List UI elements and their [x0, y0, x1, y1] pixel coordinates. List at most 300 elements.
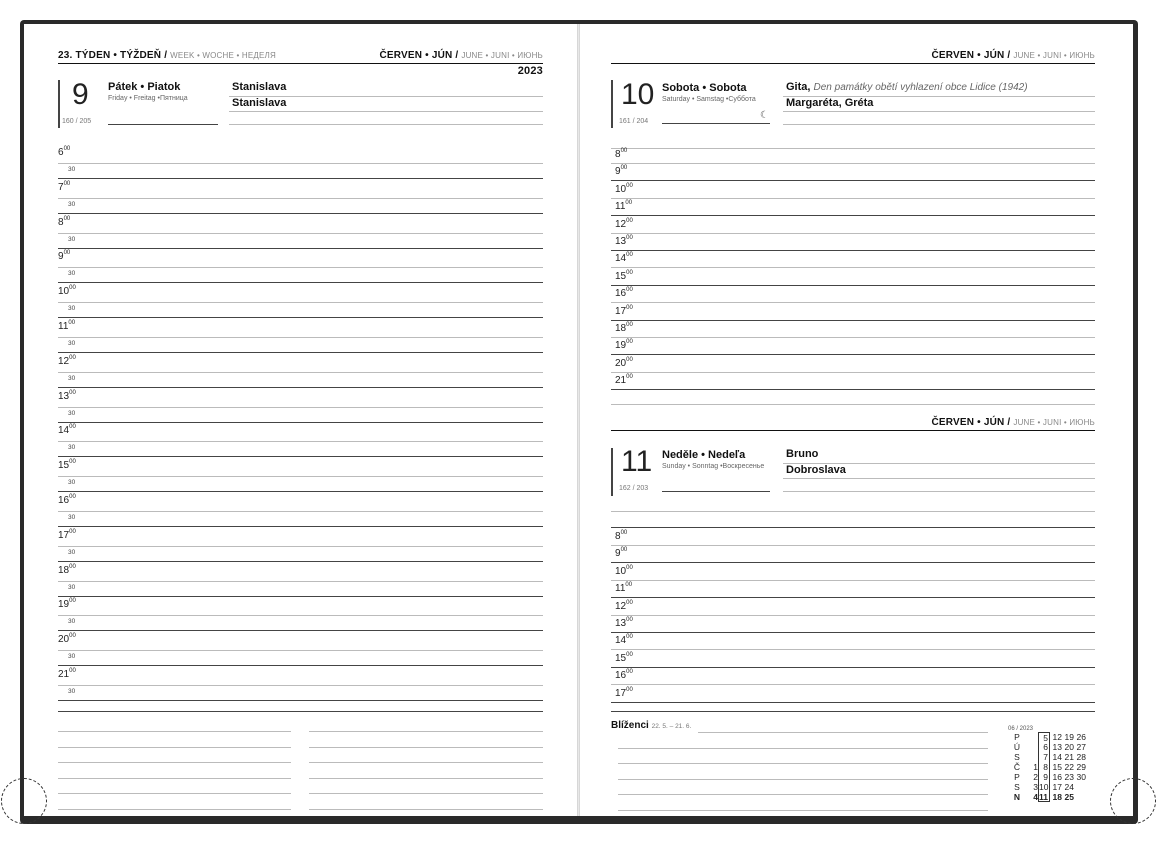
hour-line	[611, 215, 1095, 216]
nameday-line	[229, 111, 543, 112]
mini-calendar-row	[1008, 782, 1086, 792]
hour-minutes: 00	[63, 250, 71, 257]
hour-number: 20	[58, 634, 70, 646]
hour-minutes: 00	[620, 530, 628, 536]
mini-calendar-caption: 06 / 2023	[1008, 726, 1034, 732]
hour-label	[615, 166, 627, 177]
hour-label	[615, 271, 633, 282]
hour-label	[615, 288, 633, 299]
hour-number: 10	[615, 565, 627, 577]
hour-label	[58, 565, 76, 576]
mini-calendar-day: 26	[1076, 732, 1086, 742]
hour-number: 14	[615, 635, 627, 647]
hour-number: 9	[615, 548, 621, 560]
half-hour-line	[58, 630, 543, 631]
hour-number: 10	[615, 183, 627, 195]
hour-number: 7	[58, 181, 64, 193]
right-page	[580, 24, 1133, 816]
hour-label	[615, 201, 632, 212]
hour-label	[615, 548, 627, 559]
hour-number: 16	[615, 670, 627, 682]
mini-calendar-day: 10	[1039, 782, 1049, 792]
notes-line	[618, 779, 988, 780]
corner-perforation	[1110, 778, 1156, 824]
half-hour-line	[58, 178, 543, 179]
hour-line	[58, 198, 543, 199]
hour-minutes: 00	[625, 200, 633, 207]
notes-line	[309, 793, 543, 794]
mini-calendar-day: 30	[1076, 772, 1086, 782]
mini-calendar-day: 17	[1052, 782, 1062, 792]
mini-calendar-weekday: S	[1014, 782, 1020, 792]
hour-label	[615, 601, 633, 612]
hour-minutes: 00	[620, 547, 628, 554]
month-header-label: ČERVEN • JÚN /	[379, 50, 459, 61]
half-hour-label: 30	[68, 340, 76, 347]
hour-line	[58, 615, 543, 616]
hour-minutes: 00	[63, 180, 71, 187]
hour-minutes: 00	[626, 287, 633, 294]
hour-label	[615, 670, 633, 681]
notes-line	[58, 793, 291, 794]
hour-label	[615, 531, 627, 542]
hour-number: 18	[58, 564, 70, 576]
hour-number: 18	[615, 323, 627, 334]
mini-calendar-day: 19	[1064, 732, 1074, 742]
hour-label	[615, 149, 627, 160]
left-page	[24, 24, 577, 816]
mini-calendar-day: 6	[1038, 742, 1050, 752]
week-header-translations: WEEK • WOCHE • НЕДЕЛЯ	[170, 51, 276, 60]
hour-number: 21	[615, 375, 627, 387]
hour-minutes: 00	[626, 564, 633, 571]
mini-calendar-day: 24	[1064, 782, 1074, 792]
hour-number: 15	[58, 460, 70, 472]
day-marker-bar	[58, 80, 60, 128]
mini-calendar-day: 12	[1052, 732, 1062, 742]
half-hour-line	[58, 561, 543, 562]
nameday-line	[229, 124, 543, 125]
day-name: Neděle • Nedeľa	[662, 449, 746, 461]
hour-label	[615, 323, 633, 334]
half-hour-line	[58, 387, 543, 388]
notes-line	[58, 778, 291, 779]
half-hour-label: 30	[68, 583, 76, 591]
hour-line	[58, 476, 543, 477]
nameday-line	[783, 111, 1095, 112]
mini-calendar-day: 23	[1064, 772, 1074, 782]
day-of-year: 160 / 205	[62, 118, 92, 125]
half-hour-line	[58, 700, 543, 701]
hour-line	[611, 667, 1095, 668]
mini-calendar-day: 5	[1038, 732, 1050, 742]
zodiac-name: Blíženci	[611, 720, 649, 731]
hour-number: 16	[615, 288, 627, 300]
notes-line	[309, 731, 543, 732]
day-name-translations: Sunday • Sonntag •Воскресенье	[662, 463, 765, 470]
hour-line	[611, 372, 1095, 373]
hour-label	[615, 688, 633, 699]
hour-line	[611, 684, 1095, 685]
hour-label	[58, 251, 70, 262]
half-hour-line	[58, 248, 543, 249]
day-number: 10	[621, 78, 655, 111]
month-header-translations: JUNE • JUNI • ИЮНЬ	[1013, 51, 1095, 60]
nameday-2: Margaréta, Gréta	[786, 97, 874, 109]
mini-calendar-weekday: Č	[1013, 762, 1021, 772]
hour-line	[611, 632, 1095, 633]
hour-number: 12	[615, 600, 627, 612]
notes-line	[58, 731, 291, 732]
hour-line	[611, 545, 1095, 546]
mini-calendar-weekday: Ú	[1013, 742, 1021, 752]
year-label: 2023	[517, 65, 543, 77]
month-header	[931, 50, 1095, 61]
hour-label	[615, 358, 633, 369]
hour-minutes: 00	[69, 598, 76, 605]
hour-label	[615, 306, 633, 317]
mini-calendar-day: 22	[1064, 762, 1074, 772]
day-name: Pátek • Piatok	[108, 81, 181, 93]
nameday-1	[786, 81, 1028, 93]
hour-line	[611, 615, 1095, 616]
hour-minutes: 00	[69, 528, 76, 535]
day-name-underline	[108, 124, 218, 125]
hour-minutes: 00	[626, 322, 633, 328]
mini-calendar-day: 16	[1052, 772, 1062, 782]
mini-calendar-grid	[1008, 732, 1086, 802]
notes-line	[58, 809, 291, 810]
mini-calendar-day: 7	[1038, 752, 1050, 762]
mini-calendar-row	[1008, 732, 1086, 742]
hour-minutes: 00	[626, 269, 633, 276]
half-hour-label: 30	[68, 479, 76, 487]
month-header-translations: JUNE • JUNI • ИЮНЬ	[461, 51, 543, 60]
hour-line	[611, 649, 1095, 650]
half-hour-line	[58, 491, 543, 492]
mini-calendar-day	[1074, 782, 1086, 792]
hour-label	[615, 340, 633, 351]
hour-minutes: 00	[626, 599, 633, 606]
hour-number: 10	[58, 286, 70, 298]
hour-line	[58, 337, 543, 338]
hour-number: 13	[58, 390, 70, 402]
day-of-year: 162 / 203	[619, 485, 649, 492]
day-name-underline	[662, 491, 770, 492]
day-name: Sobota • Sobota	[662, 82, 747, 94]
hour-number: 20	[615, 357, 627, 369]
hour-label	[615, 253, 633, 264]
notes-line	[618, 810, 988, 811]
half-hour-label: 30	[68, 409, 76, 417]
half-hour-line	[58, 596, 543, 597]
hour-number: 11	[58, 321, 69, 332]
hour-label	[58, 599, 76, 610]
hour-line	[611, 597, 1095, 598]
mini-calendar-day: 13	[1052, 742, 1062, 752]
nameday-1: Stanislava	[232, 81, 287, 93]
hour-line	[611, 302, 1095, 303]
mini-calendar-day	[1026, 752, 1038, 762]
hour-minutes: 00	[626, 634, 633, 641]
mini-calendar-row	[1008, 792, 1086, 802]
hour-line	[611, 711, 1095, 712]
hour-line	[611, 702, 1095, 703]
hour-label	[58, 634, 76, 645]
hour-line	[611, 148, 1095, 149]
zodiac-sign	[611, 720, 691, 731]
mini-calendar-day: 25	[1064, 792, 1074, 802]
half-hour-label: 30	[68, 548, 76, 556]
week-header	[58, 50, 276, 61]
header-rule	[58, 63, 543, 64]
corner-perforation	[1, 778, 47, 824]
hour-label	[58, 321, 75, 332]
hour-number: 14	[58, 425, 70, 437]
mini-calendar-row	[1008, 772, 1086, 782]
hour-minutes: 00	[626, 617, 633, 623]
nameday-1-name: Gita,	[786, 81, 811, 93]
hour-minutes: 00	[626, 182, 633, 189]
header-rule	[611, 63, 1095, 64]
hour-minutes: 00	[69, 668, 76, 674]
hour-line	[58, 685, 543, 686]
week-header-label: 23. TÝDEN • TÝŽDEŇ /	[58, 50, 168, 61]
hour-number: 21	[58, 669, 70, 680]
mini-calendar-day: 20	[1064, 742, 1074, 752]
hour-line	[58, 581, 543, 582]
day-marker-bar	[611, 80, 613, 128]
hour-minutes: 00	[626, 669, 633, 676]
hour-label	[58, 425, 76, 436]
day-of-year: 161 / 204	[619, 118, 649, 125]
hour-line	[58, 650, 543, 651]
mini-calendar-day: 18	[1052, 792, 1062, 802]
nameday-line	[783, 491, 1095, 492]
notes-line	[618, 748, 988, 749]
hour-line	[611, 320, 1095, 321]
hour-minutes: 00	[626, 374, 633, 381]
hour-line	[611, 198, 1095, 199]
hour-line	[58, 441, 543, 442]
half-hour-line	[58, 665, 543, 666]
mini-calendar-row	[1008, 742, 1086, 752]
mini-calendar-day: 28	[1076, 752, 1086, 762]
hour-minutes: 00	[626, 339, 633, 346]
hour-label	[58, 460, 76, 471]
half-hour-line	[58, 352, 543, 353]
nameday-2: Stanislava	[232, 97, 287, 109]
mini-calendar-row	[1008, 762, 1086, 772]
hour-line	[611, 580, 1095, 581]
hour-line	[611, 267, 1095, 268]
hour-number: 16	[58, 495, 70, 506]
hour-line	[58, 267, 543, 268]
mini-calendar-weekday: N	[1013, 792, 1021, 802]
hour-label	[615, 219, 633, 230]
hour-label	[58, 217, 70, 228]
nameday-2: Dobroslava	[786, 464, 846, 476]
mini-calendar-day	[1074, 792, 1086, 802]
nameday-line	[783, 478, 1095, 479]
hour-number: 15	[615, 652, 627, 664]
hour-number: 8	[615, 531, 621, 542]
mini-calendar-day: 2	[1033, 772, 1038, 782]
mini-calendar-day: 29	[1076, 762, 1086, 772]
hour-number: 12	[58, 355, 70, 367]
hour-number: 8	[58, 216, 64, 228]
notes-line	[309, 809, 543, 810]
hour-line	[58, 511, 543, 512]
hour-label	[58, 391, 76, 402]
hour-minutes: 00	[69, 354, 76, 361]
hour-line	[58, 233, 543, 234]
mini-calendar-weekday: P	[1014, 772, 1020, 782]
hour-minutes: 00	[626, 686, 633, 693]
hour-minutes: 00	[69, 389, 76, 396]
hour-minutes: 00	[626, 235, 633, 241]
hour-minutes: 00	[69, 424, 76, 431]
month-header-2	[931, 417, 1095, 428]
hour-number: 11	[615, 201, 626, 213]
zodiac-dates: 22. 5. – 21. 6.	[651, 723, 692, 730]
hour-label	[615, 618, 633, 629]
notes-line	[309, 747, 543, 748]
hour-label	[58, 147, 70, 158]
commemoration-note: Den památky obětí vyhlazení obce Lidice (1942)	[813, 82, 1028, 93]
half-hour-line	[58, 213, 543, 214]
hour-label	[615, 184, 633, 195]
hour-label	[58, 495, 76, 506]
notes-line	[309, 762, 543, 763]
hour-number: 17	[615, 305, 627, 317]
hour-minutes: 00	[69, 563, 76, 570]
hour-line	[611, 233, 1095, 234]
half-hour-label: 30	[68, 235, 76, 243]
hour-number: 19	[615, 340, 627, 352]
nameday-1: Bruno	[786, 448, 819, 460]
hour-label	[615, 566, 633, 577]
mini-calendar-weekday: P	[1014, 732, 1020, 742]
day-number: 9	[72, 78, 89, 111]
moon-phase-icon: ☾	[760, 110, 769, 121]
hour-line	[611, 527, 1095, 528]
header-rule	[611, 430, 1095, 431]
day-name-underline	[662, 123, 770, 124]
hour-label	[615, 583, 632, 594]
half-hour-line	[58, 317, 543, 318]
day-marker-bar	[611, 448, 613, 496]
hour-minutes: 00	[69, 633, 76, 640]
half-hour-label: 30	[68, 200, 76, 208]
hour-label	[58, 286, 76, 297]
day-number: 11	[621, 445, 653, 478]
hour-minutes: 00	[63, 146, 71, 152]
mini-calendar-day: 4	[1033, 792, 1038, 802]
hour-line	[611, 511, 1095, 512]
hour-minutes: 00	[626, 217, 633, 224]
hour-minutes: 00	[625, 582, 633, 589]
hour-number: 13	[615, 236, 627, 247]
hour-label	[615, 635, 633, 646]
half-hour-label: 30	[68, 688, 76, 695]
hour-minutes: 00	[620, 165, 628, 172]
mini-calendar	[1008, 726, 1086, 802]
hour-line	[58, 302, 543, 303]
mini-calendar-day: 8	[1038, 762, 1050, 772]
mini-calendar-day	[1026, 742, 1038, 752]
hour-number: 12	[615, 218, 627, 230]
hour-line	[611, 354, 1095, 355]
hour-minutes: 00	[626, 356, 633, 363]
hour-minutes: 00	[626, 304, 633, 311]
hour-number: 8	[615, 149, 621, 160]
hour-line	[611, 250, 1095, 251]
notes-top-rule	[58, 711, 543, 712]
hour-label	[58, 669, 76, 680]
hour-line	[58, 407, 543, 408]
half-hour-label: 30	[68, 653, 76, 661]
hour-line	[58, 372, 543, 373]
hour-line	[611, 163, 1095, 164]
month-header-translations: JUNE • JUNI • ИЮНЬ	[1013, 418, 1095, 427]
half-hour-line	[58, 526, 543, 527]
half-hour-label: 30	[68, 374, 76, 382]
hour-number: 17	[58, 529, 70, 541]
half-hour-label: 30	[68, 305, 76, 313]
hour-number: 9	[58, 251, 64, 263]
hour-number: 17	[615, 687, 627, 699]
hour-minutes: 00	[626, 252, 633, 259]
mini-calendar-day: 1	[1033, 762, 1038, 772]
mini-calendar-row	[1008, 752, 1086, 762]
hour-number: 6	[58, 147, 64, 158]
hour-label	[58, 356, 76, 367]
mini-calendar-day: 14	[1052, 752, 1062, 762]
hour-number: 13	[615, 618, 627, 629]
half-hour-label: 30	[68, 270, 76, 278]
hour-line	[611, 562, 1095, 563]
notes-line	[618, 763, 988, 764]
notes-line	[618, 794, 988, 795]
notes-line	[58, 747, 291, 748]
hour-line	[611, 337, 1095, 338]
month-header-label: ČERVEN • JÚN /	[931, 50, 1011, 61]
half-hour-label: 30	[68, 618, 76, 626]
notes-line	[309, 778, 543, 779]
mini-calendar-day: 3	[1033, 782, 1038, 792]
half-hour-line	[58, 422, 543, 423]
hour-label	[615, 236, 633, 247]
month-header	[379, 50, 543, 61]
notes-line	[58, 762, 291, 763]
hour-label	[615, 653, 633, 664]
hour-number: 19	[58, 599, 70, 611]
hour-number: 11	[615, 583, 626, 595]
hour-minutes: 00	[69, 285, 76, 292]
hour-line	[611, 180, 1095, 181]
hour-line	[58, 546, 543, 547]
hour-number: 9	[615, 166, 621, 178]
hour-label	[58, 530, 76, 541]
half-hour-label: 30	[68, 444, 76, 452]
half-hour-label: 30	[68, 166, 76, 173]
mini-calendar-day: 21	[1064, 752, 1074, 762]
hour-line	[611, 389, 1095, 390]
mini-calendar-day: 27	[1076, 742, 1086, 752]
hour-minutes: 00	[626, 651, 633, 658]
hour-line	[611, 285, 1095, 286]
